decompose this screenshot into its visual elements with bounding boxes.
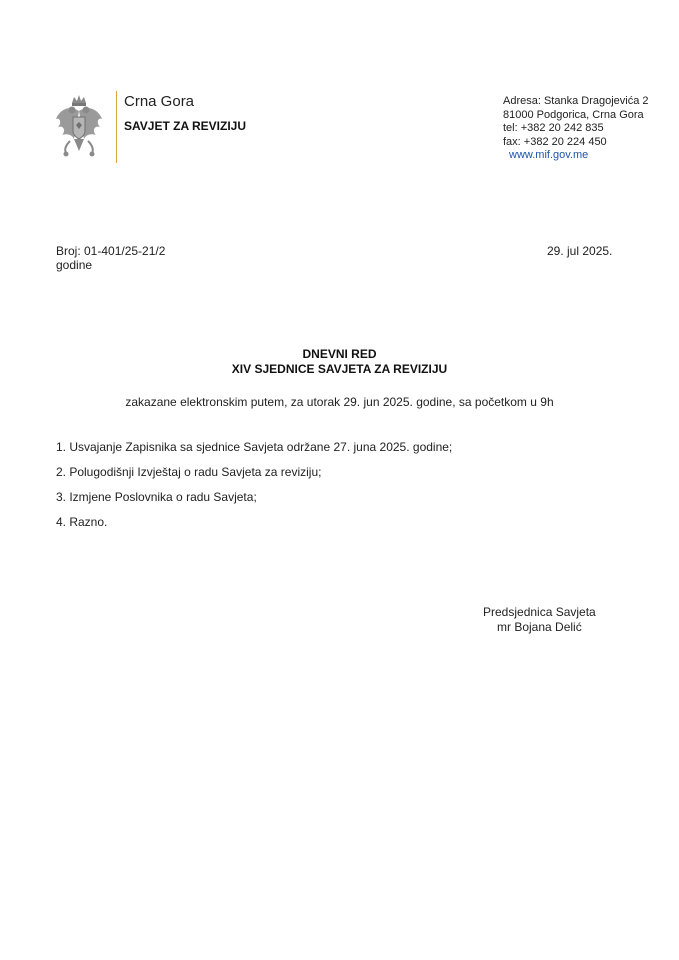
address-line: 81000 Podgorica, Crna Gora [503, 108, 644, 121]
address-block [503, 95, 649, 163]
agenda-item: 4. Razno. [56, 515, 108, 529]
signature-role: Predsjednica Savjeta [483, 605, 596, 619]
title-block [0, 347, 679, 377]
coat-of-arms-icon [52, 93, 106, 161]
header-divider [116, 91, 117, 163]
address-line: tel: +382 20 242 835 [503, 122, 604, 134]
address-line: Adresa: Stanka Dragojevića 2 [503, 95, 649, 107]
country-name: Crna Gora [124, 93, 195, 110]
document-date: 29. jul 2025. [547, 244, 613, 258]
reference-number [56, 244, 165, 272]
institution-name: SAVJET ZA REVIZIJU [124, 119, 247, 133]
agenda-item: 1. Usvajanje Zapisnika sa sjednice Savjeta održane 27. juna 2025. godine; [56, 440, 453, 454]
reference-number-text: Broj: 01-401/25-21/2 [56, 244, 166, 258]
signature-name: mr Bojana Delić [497, 620, 582, 634]
website-link[interactable]: www.mif.gov.me [509, 149, 589, 161]
agenda-item: 3. Izmjene Poslovnika o radu Savjeta; [56, 490, 257, 504]
agenda-list [56, 440, 452, 540]
meeting-intro: zakazane elektronskim putem, za utorak 29. jun 2025. godine, sa početkom u 9h [125, 395, 554, 409]
signature-block [483, 605, 596, 635]
reference-number-suffix: godine [56, 258, 93, 272]
agenda-item: 2. Polugodišnji Izvještaj o radu Savjeta za reviziju; [56, 465, 322, 479]
document-subtitle: XIV SJEDNICE SAVJETA ZA REVIZIJU [231, 362, 448, 376]
document-title: DNEVNI RED [302, 347, 377, 361]
address-line: fax: +382 20 224 450 [503, 135, 607, 148]
